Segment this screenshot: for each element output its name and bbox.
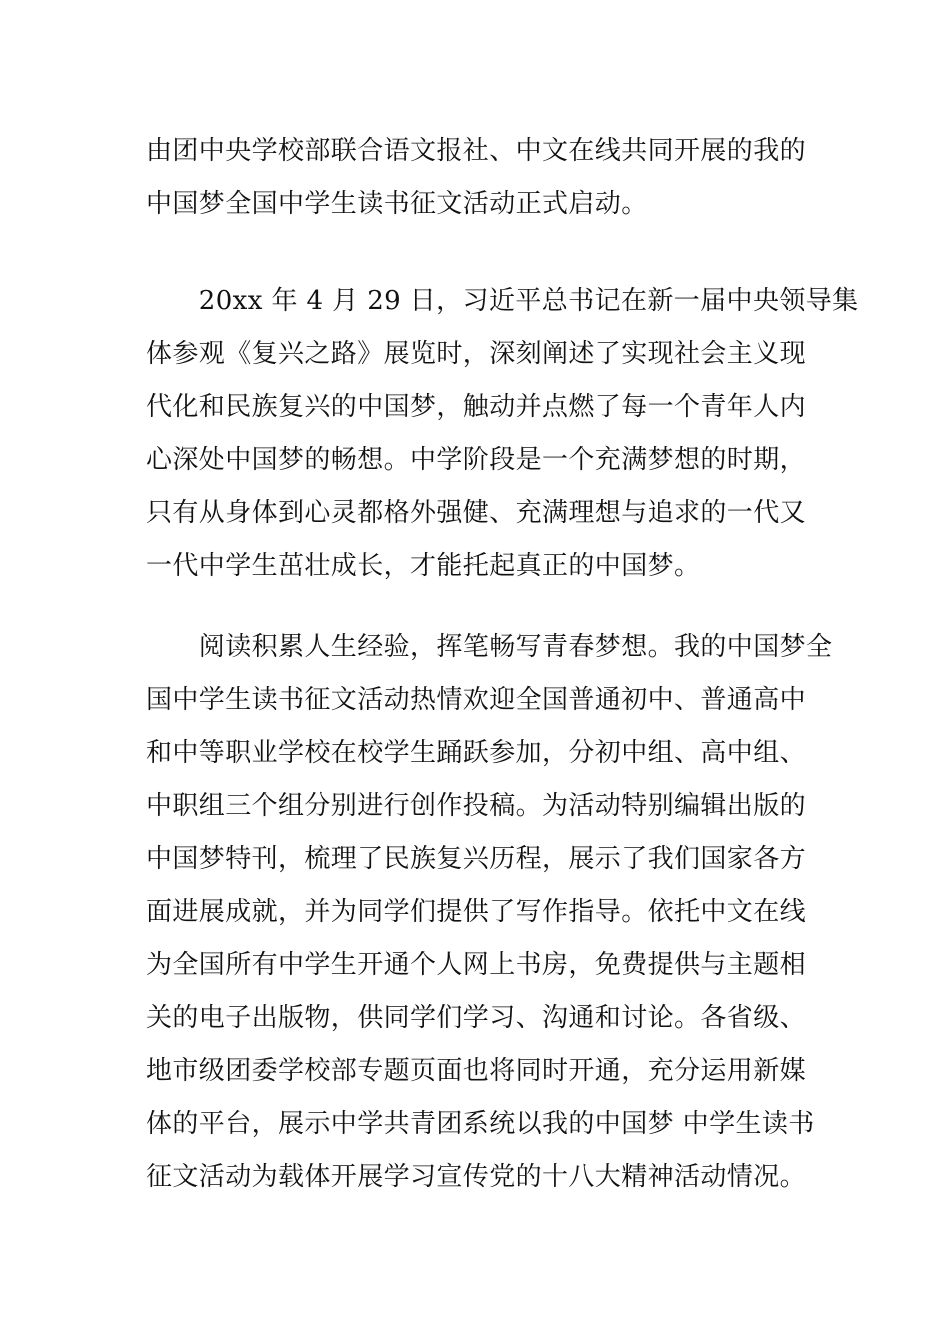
text-line: 中职组三个组分别进行创作投稿。为活动特别编辑出版的: [146, 791, 807, 821]
text-line: 中国梦全国中学生读书征文活动正式启动。: [146, 189, 648, 219]
text-line: 由团中央学校部联合语文报社、中文在线共同开展的我的: [146, 136, 807, 166]
text-line: 只有从身体到心灵都格外强健、充满理想与追求的一代又: [146, 498, 807, 528]
paragraph-intro: [146, 125, 816, 231]
text-line: 20xx 年 4 月 29 日，习近平总书记在新一届中央领导集: [146, 286, 859, 316]
text-line: 体参观《复兴之路》展览时，深刻阐述了实现社会主义现: [146, 339, 807, 369]
text-line: 代化和民族复兴的中国梦，触动并点燃了每一个青年人内: [146, 392, 807, 422]
text-line: 征文活动为载体开展学习宣传党的十八大精神活动情况。: [146, 1162, 807, 1192]
paragraph-background: [146, 275, 859, 593]
text-line: 阅读积累人生经验，挥笔畅写青春梦想。我的中国梦全: [146, 632, 833, 662]
text-line: 地市级团委学校部专题页面也将同时开通，充分运用新媒: [146, 1056, 807, 1086]
text-line: 体的平台，展示中学共青团系统以我的中国梦 中学生读书: [146, 1109, 815, 1139]
text-line: 面进展成就，并为同学们提供了写作指导。依托中文在线: [146, 897, 807, 927]
text-line: 和中等职业学校在校学生踊跃参加，分初中组、高中组、: [146, 738, 807, 768]
text-line: 中国梦特刊，梳理了民族复兴历程，展示了我们国家各方: [146, 844, 807, 874]
text-line: 国中学生读书征文活动热情欢迎全国普通初中、普通高中: [146, 685, 807, 715]
text-line: 为全国所有中学生开通个人网上书房，免费提供与主题相: [146, 950, 807, 980]
text-line: 心深处中国梦的畅想。中学阶段是一个充满梦想的时期，: [146, 445, 807, 475]
text-line: 关的电子出版物，供同学们学习、沟通和讨论。各省级、: [146, 1003, 807, 1033]
paragraph-activity-details: [146, 621, 833, 1204]
text-line: 一代中学生茁壮成长，才能托起真正的中国梦。: [146, 551, 701, 581]
